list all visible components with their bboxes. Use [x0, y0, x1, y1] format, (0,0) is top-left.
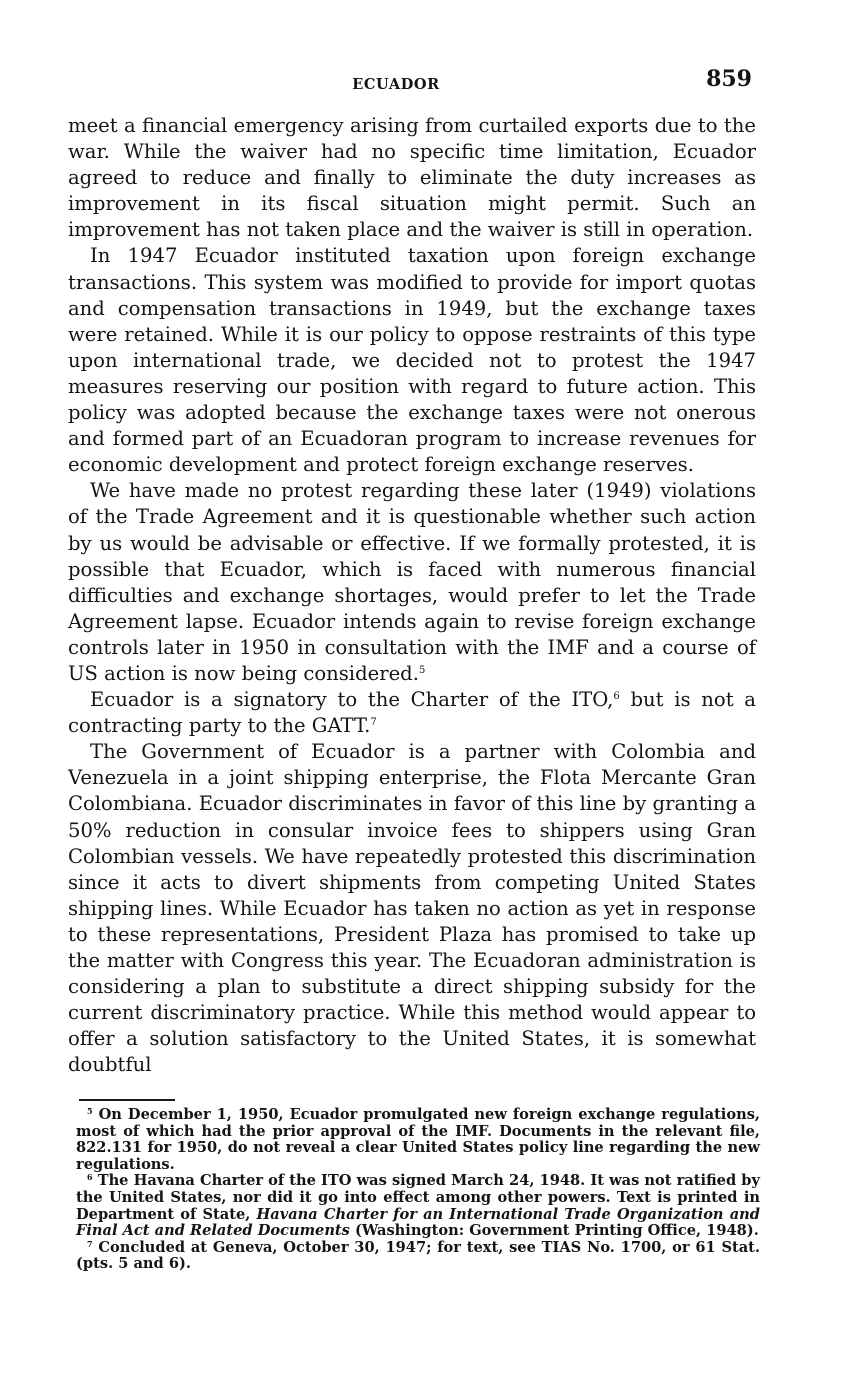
- footnote-5-text: On December 1, 1950, Ecuador promulgated new foreign exchange regulations, most of which had the prior approval of the IMF. Documents in the relevant file, 822.131 for 1950, do not reveal a clear United States policy line regarding the new regulations.: [76, 1106, 760, 1173]
- footnote-6-publication-title: Havana Charter for an International Trade Organization and Final Act and Related Documents: [76, 1205, 760, 1240]
- footnotes: [76, 1107, 760, 1273]
- paragraph-1: meet a financial emergency arising from curtailed exports due to the war. While the waiver had no specific time limitation, Ecuador agreed to reduce and finally to eliminate the duty increases as improvement in its fiscal situation might permit. Such an improvement has not taken place and the waiver is still in operation.: [68, 114, 756, 242]
- footnote-ref-6: 6: [613, 691, 620, 703]
- running-title: ECUADOR: [352, 76, 440, 93]
- footnote-mark-6: 6: [87, 1172, 93, 1183]
- footnote-6-text-b: (Washington: Government Printing Office, 1948).: [349, 1222, 759, 1240]
- body-text: [68, 113, 756, 1078]
- page-number: 859: [706, 66, 752, 92]
- footnote-mark-5: 5: [87, 1106, 93, 1116]
- footnote-mark-7: 7: [87, 1238, 93, 1249]
- paragraph-3-text: We have made no protest regarding these later (1949) violations of the Trade Agreement and it is questionable whether such action by us would be advisable or effective. If we formally protested, it is possible that Ecuador, which is faced with numerous financial difficulties and exchange shortages, would prefer to let the Trade Agreement lapse. Ecuador intends again to revise foreign exchange controls later in 1950 in consultation with the IMF and a course of US action is now being considered.: [68, 479, 756, 685]
- paragraph-4-text-b: but is not a contracting party to the GATT.: [68, 688, 756, 738]
- footnote-5: [76, 1107, 760, 1173]
- footnote-6: [76, 1173, 760, 1239]
- footnote-7-text: Concluded at Geneva, October 30, 1947; for text, see TIAS No. 1700, or 61 Stat. (pts. 5 and 6).: [76, 1238, 760, 1273]
- footnote-rule: [79, 1099, 175, 1101]
- footnote-7: [76, 1240, 760, 1273]
- paragraph-5: The Government of Ecuador is a partner with Colombia and Venezuela in a joint shipping enterprise, the Flota Mercante Gran Colombiana. Ecuador discriminates in favor of this line by granting a 50% reduction in consular invoice fees to shippers using Gran Colombian vessels. We have repeatedly protested this discrimination since it acts to divert shipments from competing United States shipping lines. While Ecuador has taken no action as yet in response to these representations, President Plaza has promised to take up the matter with Congress this year. The Ecuadoran administration is considering a plan to substitute a direct shipping subsidy for the current discriminatory practice. While this method would appear to offer a solution satisfactory to the United States, it is somewhat doubtful: [68, 740, 756, 1077]
- running-head: [70, 66, 752, 96]
- footnote-ref-5: 5: [418, 664, 426, 676]
- paragraph-2: In 1947 Ecuador instituted taxation upon foreign exchange transactions. This system was modified to provide for import quotas and compensation transactions in 1949, but the exchange taxes were retained. While it is our policy to oppose restraints of this type upon international trade, we decided not to protest the 1947 measures reserving our position with regard to future action. This policy was adopted because the exchange taxes were not onerous and formed part of an Ecuadoran program to increase revenues for economic development and protect foreign exchange reserves.: [68, 244, 756, 477]
- paragraph-4: [68, 687, 756, 739]
- footnote-ref-7: 7: [370, 717, 377, 729]
- paragraph-3: [68, 478, 756, 687]
- paragraph-4-text-a: Ecuador is a signatory to the Charter of the ITO,: [90, 688, 614, 712]
- footnote-6-text-a: The Havana Charter of the ITO was signed March 24, 1948. It was not ratified by the United States, nor did it go into effect among other powers. Text is printed in Department of State,: [76, 1172, 760, 1223]
